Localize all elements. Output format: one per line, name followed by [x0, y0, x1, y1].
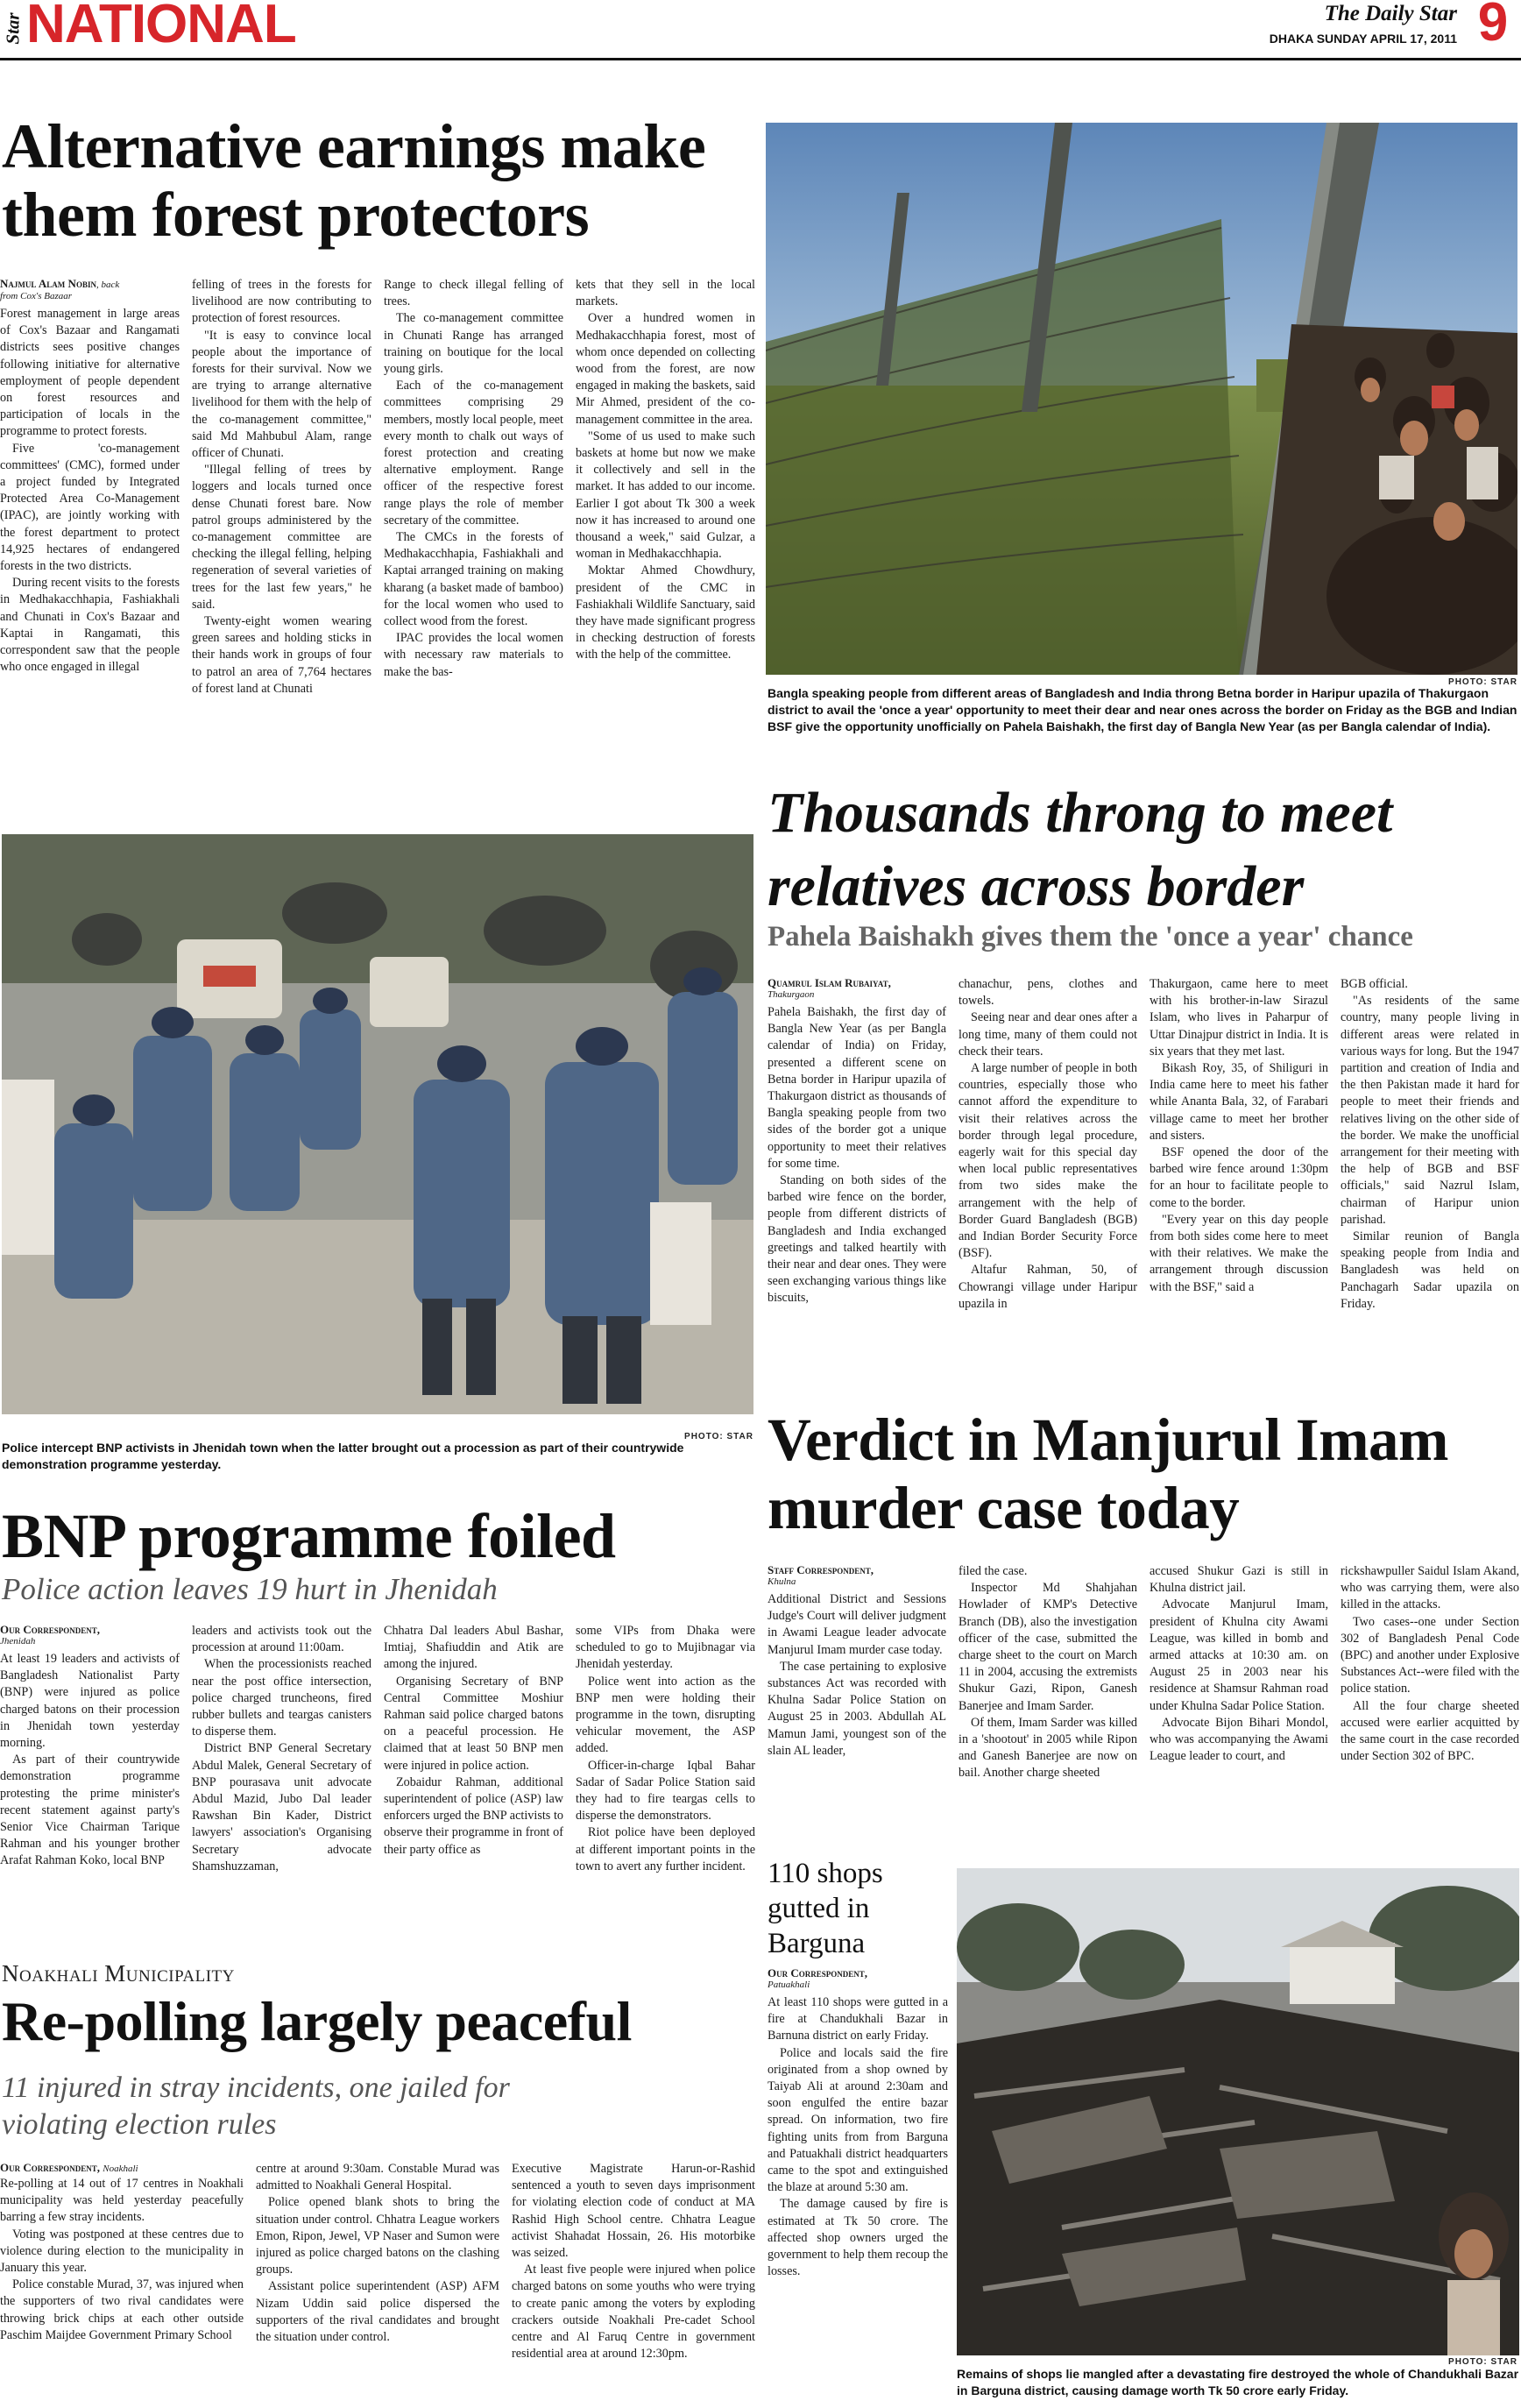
paragraph: Pahela Baishakh, the first day of Bangla New Year (as per Bangla calendar of India) on Friday, presented a different scene on Betna border in Haripur upazila of Thakurgaon district as thousands of Bangla speaking people from two sides of the border got a unique opportunity to meet their relatives for some time. [768, 1005, 946, 1171]
paragraph: Bikash Roy, 35, of Shiliguri in India came here to meet his father while Ananta Bala, 32, of Farabari village came to meet her brother and sisters. [1150, 1061, 1328, 1143]
bnp-headline: BNP programme foiled [2, 1501, 616, 1571]
manjurul-body [768, 1563, 1519, 1844]
paper-name: The Daily Star [1324, 2, 1457, 25]
paragraph: The CMCs in the forests of Medhakacchhapia, Fashiakhali and Kaptai arranged training on making kharang (a basket made of bamboo) for the local women who used to collect wood from the forest. [384, 530, 563, 629]
paragraph: At least 19 leaders and activists of Bangladesh Nationalist Party (BNP) were injured as police charged batons on their procession in Jhenidah town yesterday morning. [0, 1652, 180, 1751]
paragraph: BSF opened the door of the barbed wire fence around 1:30pm for an hour to facilitate people to come to the border. [1150, 1145, 1328, 1210]
forest-col-4 [576, 277, 755, 813]
border-subhead: Pahela Baishakh gives them the 'once a year' chance [768, 921, 1413, 953]
paragraph: leaders and activists took out the procession at around 11:00am. [192, 1624, 371, 1655]
paragraph: Police went into action as the BNP men were holding their programme in the town, disrupting vehicular movement, the ASP added. [576, 1674, 755, 1756]
manjurul-byline: Staff Correspondent [768, 1563, 871, 1576]
paragraph: "It is easy to convince local people about the importance of forests for their survival. Now we are trying to arrange alternative livelihood for them with the help of the co-management committee," said Md Mahbubul Alam, range officer of Chunati. [192, 328, 371, 461]
paragraph: accused Shukur Gazi is still in Khulna district jail. [1150, 1564, 1328, 1596]
police-photo-caption: Police intercept BNP activists in Jhenidah town when the latter brought out a procession as part of their countrywide demonstration programme yesterday. [2, 1441, 684, 1471]
bnp-col-4 [576, 1623, 755, 1944]
paragraph: Officer-in-charge Iqbal Bahar Sadar of Sadar Police Station said they had to fire teargas cells to disperse the demonstrators. [576, 1758, 755, 1824]
police-photo-credit: PHOTO: STAR [684, 1432, 753, 1441]
paragraph: Assistant police superintendent (ASP) AFM Nizam Uddin said police dispersed the supporters of the rival candidates and brought the situation under control. [256, 2279, 499, 2345]
paragraph: Seeing near and dear ones after a long time, many of them could not check their tears. [959, 1010, 1137, 1059]
noakhali-col-3 [512, 2161, 755, 2408]
paragraph: Each of the co-management committees comprising 29 members, mostly local people, meet every month to chalk out ways of forest protection and creating alternative employment. Range officer of the respective forest range plays the role of member secretary of the committee. [384, 379, 563, 528]
paragraph: Zobaidur Rahman, additional superintendent of police (ASP) law enforcers urged the BNP activists to observe their programme in front of their party office as [384, 1774, 563, 1857]
paragraph: Twenty-eight women wearing green sarees and holding sticks in their hands work in groups of four to patrol an area of 7,764 hectares of forest land at Chunati [192, 614, 371, 696]
paragraph: Inspector Md Shahjahan Howlader of KMP's Detective Branch (DB), also the investigation officer of the case, submitted the charge sheet to the court on March 11 in 2004, accusing the extremists Shukur Gazi, Ripon, Ganesh Banerjee and Imam Sarder. [959, 1581, 1137, 1713]
paragraph: All the four charge sheeted accused were earlier acquitted by the same court in the case recorded under Section 302 of BPC. [1341, 1698, 1519, 1764]
border-col-4 [1341, 976, 1519, 1381]
border-body [768, 976, 1519, 1381]
bnp-col-1: Our Correspondent, Jhenidah At least 19 leaders and activists of Bangladesh Nationalist Party (BNP) were injured as police charged batons on their procession in Jhenidah town yesterday morning. As part of their countrywide demonstration programme protesting the prime minister's recent statement against party's Senior Vice Chairman Tarique Rahman and his younger brother Arafat Rahman Koko, local BNP [0, 1623, 180, 1944]
paragraph: Additional District and Sessions Judge's Court will deliver judgment in Awami League leader advocate Manjurul Imam murder case today. [768, 1592, 946, 1657]
border-photo-caption: Bangla speaking people from different areas of Bangladesh and India throng Betna border in Haripur upazila of Thakurgaon district to avail the 'once a year' opportunity to meet their dear and near ones across the border on Friday as the BGB and Indian BSF give the opportunity unofficially on Pahela Baishakh, the first day of Bangla New Year (as per Bangla calendar of India). [768, 686, 1517, 733]
burned-bazar-illustration [957, 1868, 1519, 2355]
bnp-body [0, 1623, 755, 1944]
paragraph: The case pertaining to explosive substances Act was recorded with Khulna Sadar Police Station on August 25 in 2003. Abdullah AL Mamun Jami, youngest son of the slain AL leader, [768, 1659, 946, 1758]
star-tag: Star [2, 12, 24, 45]
paragraph: "Illegal felling of trees by loggers and locals turned once dense Chunati forest bare. Now patrol groups administered by the co-management committee are checking the illegal felling, helping regeneration of several varieties of trees for the last few years," he said. [192, 463, 371, 612]
noakhali-body [0, 2161, 755, 2408]
paragraph: At least 110 shops were gutted in a fire at Chandukhali Bazar in Barnuna district on early Friday. [768, 1995, 948, 2043]
paragraph: Advocate Manjurul Imam, president of Khulna city Awami League, was killed in bomb and armed attacks at 10:30 am. on August 25 in 2003 near his residence at Shamsur Rahman road under Khulna Sadar Police Station. [1150, 1597, 1328, 1713]
paragraph: The damage caused by fire is estimated at Tk 50 crore. The affected shop owners urged the government to help them recoup the losses. [768, 2197, 948, 2279]
paragraph: filed the case. [959, 1564, 1028, 1578]
border-photo-credit: PHOTO: STAR [1448, 677, 1517, 687]
paragraph: Range to check illegal felling of trees. [384, 278, 563, 309]
paragraph: centre at around 9:30am. Constable Murad was admitted to Noakhali General Hospital. [256, 2162, 499, 2193]
border-col-2 [959, 976, 1137, 1381]
paragraph: A large number of people in both countries, especially those who cannot afford the expenditure to visit their relatives across the border through legal procedure, eagerly wait for this special day when local public representatives from two sides make the arrangement with the help of Border Guard Bangladesh (BGB) and Indian Border Security Force (BSF). [959, 1061, 1137, 1261]
forest-col-2 [192, 277, 371, 813]
paragraph: IPAC provides the local women with necessary raw materials to make the bas- [384, 631, 563, 679]
forest-col-3 [384, 277, 563, 813]
paragraph: Police constable Murad, 37, was injured when the supporters of two rival candidates were throwing brick chips at each other outside Paschim Maijdee Government Primary School [0, 2277, 244, 2342]
paragraph: Over a hundred women in Medhakacchhapia forest, most of whom once depended on collecting wood from the forest, are now engaged in making the baskets, said Mir Ahmed, president of the co-management committee in the area. [576, 311, 755, 427]
shops-body [768, 1966, 948, 2408]
border-crowd-photo [766, 123, 1517, 675]
noakhali-kicker: Noakhali Municipality [2, 1960, 235, 1987]
manjurul-col-2 [959, 1563, 1137, 1844]
burned-bazar-photo [957, 1868, 1519, 2355]
paragraph: Police and locals said the fire originated from a shop owned by Taiyab Ali at around 2:30am and soon engulfed the entire bazar spread. On information, two fire fighting units from from Barguna and Patuakhali district headquarters came to the spot and extinguished the blaze at around 5:30 am. [768, 2045, 948, 2195]
manjurul-col-3 [1150, 1563, 1328, 1844]
noakhali-location: Noakhali [103, 2164, 138, 2174]
paragraph: Executive Magistrate Harun-or-Rashid sentenced a youth to seven days imprisonment for violating election code of conduct at MA Rashid High School centre. Chhatra League activist Shahadat Hossain, 26. His motorbike was seized. [512, 2162, 755, 2261]
paragraph: Police opened blank shots to bring the situation under control. Chhatra League workers Emon, Ripon, Jewel, VP Naser and Sumon were injured as police charged batons on the clashing groups. [256, 2195, 499, 2277]
border-col-1: Quamrul Islam Rubaiyat, Thakurgaon Pahela Baishakh, the first day of Bangla New Year (as per Bangla calendar of India) on Friday, presented a different scene on Betna border in Haripur upazila of Thakurgaon district as thousands of Bangla speaking people from two sides of the border got a unique opportunity to meet their relatives for some time. Standing on both sides of the barbed wire fence on the border, people from different districts of Bangladesh and India exchanged greetings and talked heartily with their near and dear ones. They were seen exchanging various things like biscuits, [768, 976, 946, 1381]
shops-location: Patuakhali [768, 1980, 810, 1990]
noakhali-headline: Re-polling largely peaceful [2, 1990, 632, 2052]
paragraph: The co-management committee in Chunati Range has arranged training on boutique for the local young girls. [384, 311, 563, 377]
bnp-byline: Our Correspondent [0, 1623, 97, 1636]
section-title: NATIONAL [26, 0, 296, 54]
shops-headline: 110 shops gutted in Barguna [768, 1858, 883, 1959]
forest-location: from Cox's Bazaar [0, 291, 73, 301]
forest-byline: Najmul Alam Nobin [0, 277, 96, 290]
masthead [0, 0, 1521, 60]
paragraph: Riot police have been deployed at different important points in the town to avert any further incident. [576, 1825, 755, 1873]
masthead-rule [0, 58, 1521, 60]
paragraph: Forest management in large areas of Cox's Bazaar and Rangamati districts sees positive changes following initiative for alternative employment of people dependent on forest resources and participation of locals in the programme to protect forests. [0, 307, 180, 439]
paragraph: BGB official. [1341, 977, 1408, 991]
paragraph: Thakurgaon, came here to meet with his brother-in-law Sirazul Islam, who lives in Paharpur of Uttar Dinajpur district in India. It is six years that they met last. [1150, 977, 1328, 1059]
noakhali-byline: Our Correspondent [0, 2161, 97, 2174]
paragraph: Chhatra Dal leaders Abul Bashar, Imtiaj, Shafiuddin and Atik are among the injured. [384, 1624, 563, 1672]
page-number: 9 [1477, 0, 1509, 53]
paragraph: Of them, Imam Sarder was killed in a 'shootout' in 2005 while Ripon and Ganesh Banerjee are now on bail. Another charge sheeted [959, 1715, 1137, 1781]
border-byline: Quamrul Islam Rubaiyat [768, 976, 888, 989]
noakhali-col-2 [256, 2161, 499, 2408]
bnp-location: Jhenidah [0, 1636, 36, 1647]
paragraph: Altafur Rahman, 50, of Chowrangi village under Haripur upazila in [959, 1263, 1137, 1311]
paragraph: As part of their countrywide demonstration programme protesting the prime minister's recent statement against party's Senior Vice Chairman Tarique Rahman and his younger brother Arafat Rahman Koko, local BNP [0, 1753, 180, 1868]
noakhali-col-1: Our Correspondent, Noakhali Re-polling at 14 out of 17 centres in Noakhali municipality was held yesterday peacefully barring a few stray incidents. Voting was postponed at these centres due to violence during election to the municipality in January this year. Police constable Murad, 37, was injured when the supporters of two rival candidates were throwing brick chips at each other outside Paschim Maijdee Government Primary School [0, 2161, 244, 2408]
manjurul-headline: Verdict in Manjurul Imam murder case today [768, 1406, 1449, 1541]
shops-byline: Our Correspondent [768, 1966, 865, 1980]
noakhali-subhead: 11 injured in stray incidents, one jailed for violating election rules [2, 2072, 510, 2141]
paragraph: kets that they sell in the local markets. [576, 278, 755, 309]
forest-col-1: Najmul Alam Nobin, back from Cox's Bazaar Forest management in large areas of Cox's Bazaar and Rangamati districts sees positive changes following initiative for alternative employment of people dependent on forest resources and participation of locals in the programme to protect forests. Five 'co-management committees' (CMC), formed under a project funded by Integrated Protected Area Co-Management (IPAC), are jointly working with the forest department to protect 14,925 hectares of endangered forests in the two districts. During recent visits to the forests in Medhakacchhapia, Fashiakhali and Chunati in Cox's Bazaar and Kaptai in Rangamati, this correspondent saw that the people who once engaged in illegal [0, 277, 180, 813]
manjurul-location: Khulna [768, 1576, 796, 1587]
paragraph: Five 'co-management committees' (CMC), formed under a project funded by Integrated Protected Area Co-Management (IPAC), are jointly working with the forest department to protect 14,925 hectares of endangered forests in the two districts. [0, 441, 180, 574]
fire-photo-credit: PHOTO: STAR [1448, 2357, 1517, 2367]
manjurul-col-4 [1341, 1563, 1519, 1844]
forest-body [0, 277, 755, 813]
paragraph: Standing on both sides of the barbed wire fence on the border, people from different districts of Bangladesh and India exchanged greetings and talked heartily with their near and dear ones. They were seen exchanging various things like biscuits, [768, 1173, 946, 1306]
paragraph: Advocate Bijon Bihari Mondol, who was accompanying the Awami League leader to court, and [1150, 1715, 1328, 1764]
border-location: Thakurgaon [768, 989, 815, 1000]
dateline: DHAKA SUNDAY APRIL 17, 2011 [1269, 32, 1457, 46]
bnp-col-3 [384, 1623, 563, 1944]
paragraph: rickshawpuller Saidul Islam Akand, who was carrying them, were also killed in the attacks. [1341, 1564, 1519, 1612]
bnp-subhead: Police action leaves 19 hurt in Jhenidah [2, 1572, 498, 1606]
paragraph: Moktar Ahmed Chowdhury, president of the CMC in Fashiakhali Wildlife Sanctuary, said they have made significant progress in checking destruction of forests with the help of the committee. [576, 563, 755, 662]
police-crowd-illustration [2, 834, 753, 1414]
police-procession-photo [2, 834, 753, 1414]
fire-photo-caption: Remains of shops lie mangled after a devastating fire destroyed the whole of Chandukhali Bazar in Barguna district, causing damage worth Tk 50 crore early Friday. [957, 2367, 1519, 2397]
paragraph: some VIPs from Dhaka were scheduled to go to Mujibnagar via Jhenidah yesterday. [576, 1624, 755, 1672]
paragraph: Similar reunion of Bangla speaking people from India and Bangladesh was held on Panchagarh Sadar upazila on Friday. [1341, 1229, 1519, 1311]
paragraph: chanachur, pens, clothes and towels. [959, 977, 1137, 1009]
paragraph: Organising Secretary of BNP Central Committee Moshiur Rahman said police charged batons on a peaceful procession. He claimed that at least 50 BNP men were injured in police action. [384, 1674, 563, 1773]
manjurul-col-1: Staff Correspondent, Khulna Additional District and Sessions Judge's Court will deliver judgment in Awami League leader advocate Manjurul Imam murder case today. The case pertaining to explosive substances Act was recorded with Khulna Sadar Police Station on August 25 in 2003. Abdullah AL Mamun Jami, youngest son of the slain AL leader, [768, 1563, 946, 1844]
forest-headline: Alternative earnings make them forest protectors [2, 111, 706, 250]
paragraph: District BNP General Secretary Abdul Malek, General Secretary of BNP pourasava unit advocate Abdul Mazid, Jubo Dal leader Rawshan Bin Kader, District lawyers' association's Organising Secretary advocate Shamshuzzaman, [192, 1741, 371, 1873]
shops-col: Our Correspondent, Patuakhali At least 110 shops were gutted in a fire at Chandukhali Bazar in Barnuna district on early Friday. Police and locals said the fire originated from a shop owned by Taiyab Ali at around 2:30am and soon engulfed the entire bazar spread. On information, two fire fighting units from from Barguna and Patuakhali district headquarters came to the spot and extinguished the blaze at around 5:30 am. The damage caused by fire is estimated at Tk 50 crore. The affected shop owners urged the government to help them recoup the losses. [768, 1966, 948, 2408]
paragraph: "As residents of the same country, many people living in different areas were related in various ways for long. But the 1947 partition and creation of India and the then Pakistan made it hard for people to meet their friends and relatives living on the other side of the border. We make the unofficial arrangement for their meeting with the help of BGB and BSF officials," said Nazrul Islam, chairman of Haripur union parishad. [1341, 994, 1519, 1227]
paragraph: During recent visits to the forests in Medhakacchhapia, Fashiakhali and Chunati in Cox's Bazaar and Kaptai in Rangamati, this correspondent saw that the people who once engaged in illegal [0, 576, 180, 675]
paragraph: Re-polling at 14 out of 17 centres in Noakhali municipality was held yesterday peacefully barring a few stray incidents. [0, 2177, 244, 2225]
border-headline: Thousands throng to meet relatives across border [768, 781, 1393, 918]
bnp-col-2 [192, 1623, 371, 1944]
paragraph: felling of trees in the forests for livelihood are now contributing to protection of forest resources. [192, 278, 371, 326]
paragraph: At least five people were injured when police charged batons on some youths who were trying to create panic among the voters by exploding crackers outside Noakhali Pre-cadet School centre and Al Faruq Centre in government residential area at around 12:30pm. [512, 2263, 755, 2362]
paragraph: Two cases--one under Section 302 of Bangladesh Penal Code (BPC) and another under Explosive Substances Act--were filed with the police station. [1341, 1614, 1519, 1696]
paragraph: "Every year on this day people from both sides come here to meet with their relatives. We make the arrangement through discussion with the BSF," said a [1150, 1212, 1328, 1294]
border-col-3 [1150, 976, 1328, 1381]
border-crowd-illustration [766, 123, 1517, 675]
paragraph: Voting was postponed at these centres due to violence during election to the municipality in January this year. [0, 2227, 244, 2276]
paragraph: "Some of us used to make such baskets at home but now we make it collectively and sell in the market. It has added to our income. Earlier I got about Tk 300 a week now it has increased to around one thousand a week," said Gulzar, a woman in Medhakacchhapia. [576, 428, 755, 562]
paragraph: When the processionists reached near the post office intersection, police charged truncheons, fired rubber bullets and teargas canisters to disperse them. [192, 1657, 371, 1739]
